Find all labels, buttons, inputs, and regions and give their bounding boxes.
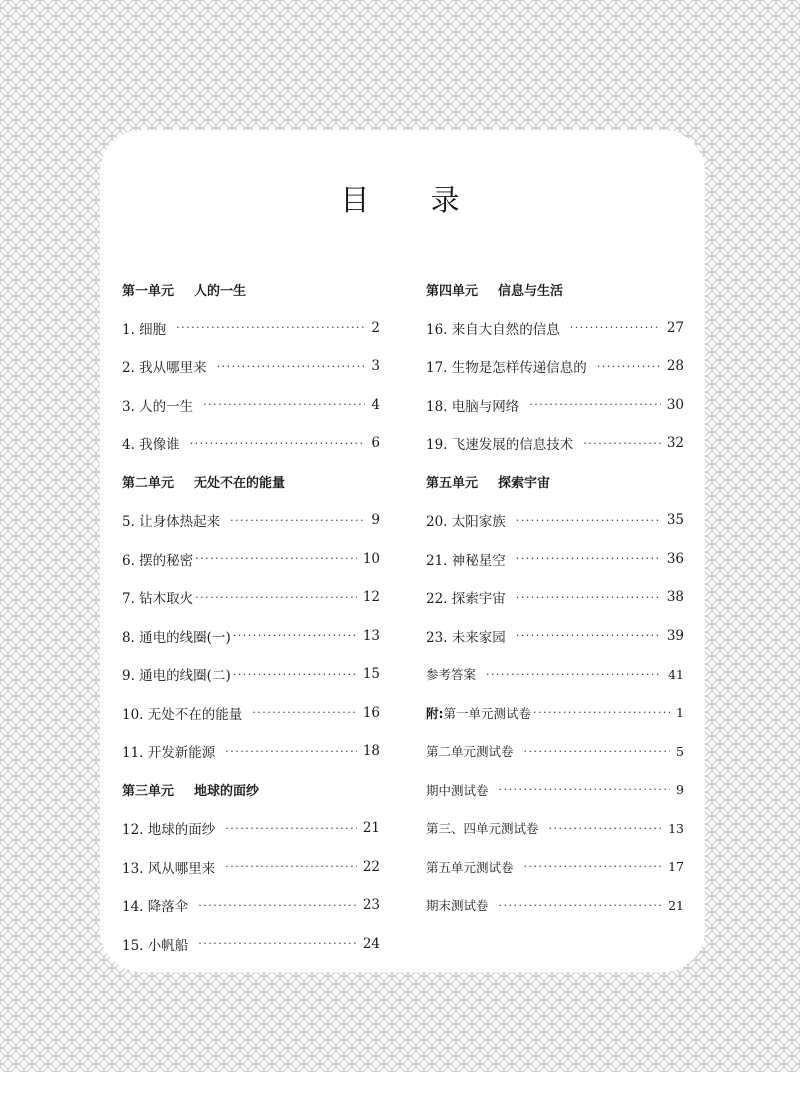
entry-title	[122, 895, 188, 915]
entry-title	[426, 626, 506, 646]
entry-title	[426, 433, 573, 453]
dot-leader	[225, 822, 357, 835]
toc-entry[interactable]	[426, 694, 684, 733]
toc-entry[interactable]	[426, 809, 684, 848]
entry-title	[122, 741, 215, 761]
page-number: 18	[362, 743, 380, 760]
unit-number: 第三单元	[122, 784, 175, 800]
entry-title	[122, 934, 188, 954]
toc-entry[interactable]	[426, 771, 684, 810]
entry-title	[426, 318, 560, 338]
entry-title	[426, 819, 539, 837]
page-number: 13	[362, 627, 380, 644]
dot-leader	[176, 321, 365, 334]
dot-leader	[524, 860, 663, 873]
page-number: 21	[668, 897, 684, 913]
entry-title	[426, 395, 519, 415]
dot-leader	[597, 360, 661, 373]
entry-title	[122, 664, 231, 684]
page-number: 3	[371, 358, 380, 375]
entry-title	[122, 510, 220, 530]
toc-entry[interactable]	[122, 694, 380, 733]
dot-leader	[195, 552, 357, 565]
entry-label: 11. 开发新能源	[122, 745, 216, 762]
page-number: 5	[676, 743, 684, 759]
entry-label: 19. 飞速发展的信息技术	[426, 437, 574, 454]
dot-leader	[499, 783, 671, 796]
entry-title	[426, 587, 506, 607]
page-number: 12	[362, 589, 380, 606]
entry-label: 22. 探索宇宙	[426, 591, 506, 608]
toc-entry[interactable]	[426, 578, 684, 617]
page-number: 38	[666, 589, 684, 606]
toc-entry[interactable]	[122, 617, 380, 656]
entry-label: 15. 小帆船	[122, 937, 189, 954]
dot-leader	[225, 860, 357, 873]
toc-left-column	[122, 270, 380, 963]
unit-number: 第一单元	[122, 283, 175, 299]
page-number: 28	[666, 358, 684, 375]
dot-leader	[230, 514, 365, 527]
toc-entry[interactable]	[426, 386, 684, 425]
toc-entry[interactable]	[426, 347, 684, 386]
entry-label: 1. 细胞	[122, 321, 167, 338]
entry-label: 第二单元测试卷	[426, 744, 514, 760]
page-number: 4	[371, 396, 380, 413]
toc-entry[interactable]	[426, 655, 684, 694]
toc-entry[interactable]	[426, 886, 684, 925]
toc-entry[interactable]	[122, 347, 380, 386]
entry-label: 16. 来自大自然的信息	[426, 321, 560, 338]
unit-name: 人的一生	[194, 283, 247, 299]
page-number: 1	[676, 705, 684, 721]
entry-label: 期末测试卷	[426, 898, 489, 914]
entry-title	[122, 433, 180, 453]
toc-entry[interactable]	[122, 848, 380, 887]
dot-leader	[190, 437, 366, 450]
entry-label: 13. 风从哪里来	[122, 860, 216, 877]
toc-entry[interactable]	[426, 848, 684, 887]
page-number: 22	[362, 858, 380, 875]
entry-title	[122, 356, 207, 376]
entry-label: 20. 太阳家族	[426, 514, 506, 531]
page-number: 23	[362, 897, 380, 914]
entry-title	[122, 818, 215, 838]
toc-entry[interactable]	[426, 309, 684, 348]
toc-entry[interactable]	[122, 925, 380, 964]
entry-label: 10. 无处不在的能量	[122, 706, 243, 723]
dot-leader	[252, 706, 357, 719]
page-number: 30	[666, 396, 684, 413]
page-number: 2	[371, 319, 380, 336]
dot-leader	[225, 745, 357, 758]
entry-title	[122, 549, 193, 569]
toc-entry[interactable]	[426, 424, 684, 463]
toc-entry[interactable]	[426, 501, 684, 540]
dot-leader	[516, 629, 661, 642]
page-number: 9	[371, 512, 380, 529]
page-number: 21	[362, 820, 380, 837]
entry-label: 第一单元测试卷	[443, 705, 532, 721]
dot-leader	[195, 591, 357, 604]
entry-title	[426, 665, 476, 683]
entry-label: 3. 人的一生	[122, 398, 194, 415]
entry-label: 第三、四单元测试卷	[426, 821, 539, 837]
dot-leader	[499, 899, 663, 912]
entry-title	[426, 896, 489, 914]
toc-entry[interactable]	[122, 732, 380, 771]
unit-name: 探索宇宙	[498, 476, 551, 492]
page-number: 10	[362, 550, 380, 567]
entry-title	[426, 549, 506, 569]
dot-leader	[570, 321, 661, 334]
entry-title	[426, 356, 587, 376]
page-number: 39	[666, 627, 684, 644]
appendix-prefix: 附:	[426, 705, 444, 721]
entry-label: 21. 神秘星空	[426, 552, 506, 569]
dot-leader	[203, 398, 365, 411]
toc-entry[interactable]	[426, 617, 684, 656]
toc-entry[interactable]	[426, 732, 684, 771]
entry-title	[426, 858, 514, 876]
entry-label: 9. 通电的线圈(二)	[122, 668, 231, 685]
page-number: 36	[666, 550, 684, 567]
unit-heading	[122, 270, 380, 309]
dot-leader	[533, 706, 670, 719]
unit-heading	[426, 270, 684, 309]
entry-title	[426, 781, 489, 799]
dot-leader	[524, 745, 671, 758]
toc-entry[interactable]	[122, 386, 380, 425]
page-number: 16	[362, 704, 380, 721]
entry-label: 5. 让身体热起来	[122, 514, 221, 531]
dot-leader	[529, 398, 661, 411]
unit-number: 第五单元	[426, 476, 479, 492]
dot-leader	[198, 937, 357, 950]
entry-label: 参考答案	[426, 667, 477, 683]
toc-entry[interactable]	[122, 886, 380, 925]
entry-title	[426, 704, 531, 722]
unit-heading	[122, 463, 380, 502]
entry-label: 12. 地球的面纱	[122, 822, 216, 839]
unit-name: 无处不在的能量	[194, 476, 286, 492]
page-number: 41	[668, 666, 684, 682]
page-number: 6	[371, 435, 380, 452]
dot-leader	[583, 437, 661, 450]
entry-label: 2. 我从哪里来	[122, 360, 207, 377]
entry-label: 23. 未来家园	[426, 629, 506, 646]
entry-title	[122, 395, 193, 415]
unit-number: 第二单元	[122, 476, 175, 492]
unit-name: 地球的面纱	[194, 784, 260, 800]
page-number: 9	[676, 782, 684, 798]
entry-title	[122, 318, 166, 338]
page-number: 17	[668, 859, 684, 875]
dot-leader	[516, 591, 661, 604]
unit-number: 第四单元	[426, 283, 479, 299]
entry-label: 7. 钻木取火	[122, 591, 194, 608]
toc-entry[interactable]	[122, 809, 380, 848]
page-number: 32	[666, 435, 684, 452]
dot-leader	[486, 668, 662, 681]
page-number: 13	[668, 820, 684, 836]
toc-entry[interactable]	[122, 578, 380, 617]
unit-heading	[426, 463, 684, 502]
entry-title	[122, 587, 193, 607]
dot-leader	[516, 514, 661, 527]
dot-leader	[233, 629, 357, 642]
dot-leader	[217, 360, 366, 373]
page-number: 27	[666, 319, 684, 336]
page-number: 35	[666, 512, 684, 529]
entry-label: 17. 生物是怎样传递信息的	[426, 360, 587, 377]
page-title: 目 录	[340, 183, 486, 217]
page-number: 15	[362, 666, 380, 683]
entry-title	[122, 626, 231, 646]
entry-title	[122, 703, 242, 723]
dot-leader	[233, 668, 357, 681]
toc-entry[interactable]	[122, 424, 380, 463]
toc-entry[interactable]	[122, 309, 380, 348]
entry-label: 第五单元测试卷	[426, 859, 514, 875]
toc-right-column	[426, 270, 684, 925]
entry-label: 8. 通电的线圈(一)	[122, 629, 231, 646]
dot-leader	[549, 822, 663, 835]
entry-label: 14. 降落伞	[122, 899, 189, 916]
entry-label: 期中测试卷	[426, 782, 489, 798]
unit-heading	[122, 771, 380, 810]
toc-entry[interactable]	[122, 540, 380, 579]
entry-title	[426, 510, 506, 530]
toc-entry[interactable]	[122, 655, 380, 694]
entry-label: 4. 我像谁	[122, 437, 180, 454]
entry-title	[122, 857, 215, 877]
toc-entry[interactable]	[426, 540, 684, 579]
unit-name: 信息与生活	[498, 283, 564, 299]
entry-title	[426, 742, 514, 760]
toc-entry[interactable]	[122, 501, 380, 540]
entry-label: 18. 电脑与网络	[426, 398, 520, 415]
entry-label: 6. 摆的秘密	[122, 552, 194, 569]
page-number: 24	[362, 935, 380, 952]
dot-leader	[198, 899, 357, 912]
dot-leader	[516, 552, 661, 565]
